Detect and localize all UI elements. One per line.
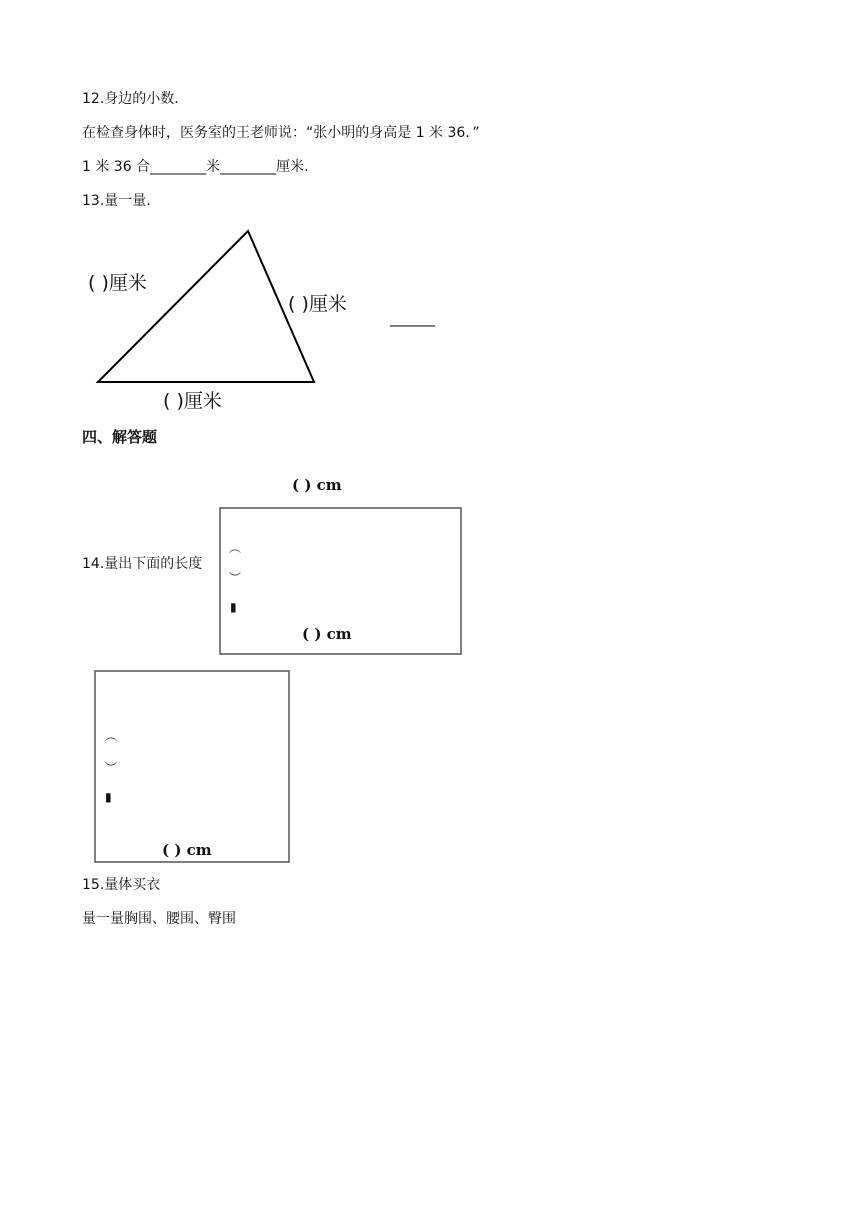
triangle-right-label: ( )厘米 [288, 293, 347, 315]
q14-rectangle-figure [216, 470, 476, 660]
section-heading: 四、解答题 [82, 428, 158, 446]
triangle-left-label: ( )厘米 [88, 272, 147, 294]
square-side-cm: ▮ [105, 790, 112, 804]
rectangle-side-cm: ▮ [230, 600, 237, 614]
q13-triangle-figure [80, 222, 540, 422]
rectangle-bottom-label: ( ) cm [302, 625, 352, 643]
q12-text: 在检查身体时，医务室的王老师说：“张小明的身高是 1 米 36．” [82, 125, 480, 141]
q14-title: 14.量出下面的长度 [82, 556, 203, 572]
q14-square-figure [92, 668, 302, 868]
q15-text: 量一量胸围、腰围、臀围 [82, 911, 236, 927]
q12-title: 12.身边的小数. [82, 91, 179, 107]
triangle [98, 231, 314, 382]
square [95, 671, 289, 862]
q13-title: 13.量一量. [82, 193, 151, 209]
rectangle-side-paren-top: ︵ [229, 541, 242, 555]
answer-blank[interactable]: ______ [390, 309, 435, 327]
square-side-paren-top: ︵ [105, 729, 118, 743]
q12-fill-blank: 1 米 36 合________米________厘米. [82, 159, 309, 175]
square-side-paren-bottom: ︶ [105, 761, 118, 775]
q15-title: 15.量体买衣 [82, 877, 161, 893]
rectangle-top-label: ( ) cm [292, 476, 342, 494]
rectangle-side-paren-bottom: ︶ [229, 571, 242, 585]
square-bottom-label: ( ) cm [162, 841, 212, 859]
triangle-bottom-label: ( )厘米 [163, 390, 222, 412]
